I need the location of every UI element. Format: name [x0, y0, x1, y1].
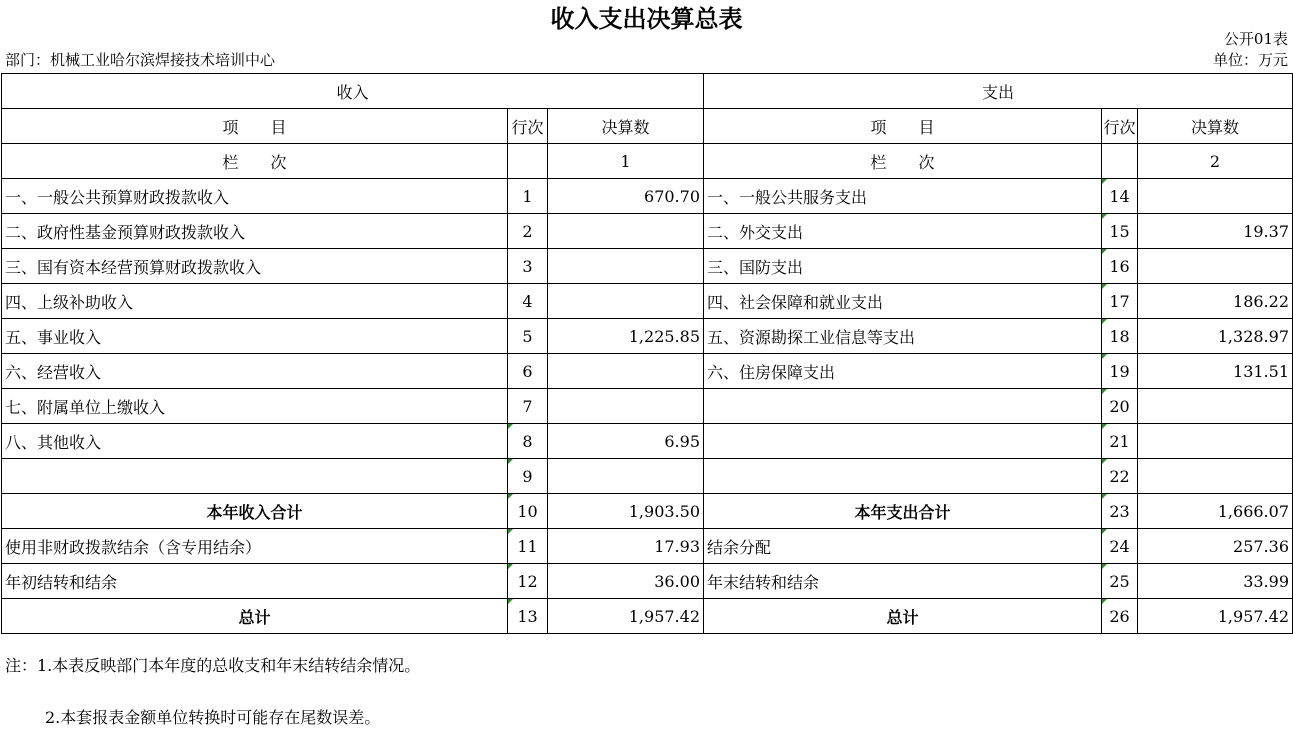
table-row: [2, 564, 1293, 599]
expense-line-cell: 19: [1102, 354, 1138, 389]
income-amount-cell: [548, 354, 704, 389]
footnote-1: 注：1.本表反映部门本年度的总收支和年末结转结余情况。: [5, 656, 421, 675]
income-section-header: 收入: [2, 74, 704, 109]
income-amount-cell: 6.95: [548, 424, 704, 459]
income-amount-cell: [548, 459, 704, 494]
income-line-cell: 13: [508, 599, 548, 634]
expense-index-line: [1102, 144, 1138, 179]
expense-amount-cell: 131.51: [1138, 354, 1293, 389]
income-line-cell: 11: [508, 529, 548, 564]
expense-amount-header: 决算数: [1138, 109, 1293, 144]
income-item-cell: 四、上级补助收入: [2, 284, 508, 319]
expense-amount-cell: [1138, 249, 1293, 284]
income-amount-cell: 1,903.50: [548, 494, 704, 529]
income-index-number: 1: [548, 144, 704, 179]
table-row: [2, 459, 1293, 494]
expense-line-cell: 21: [1102, 424, 1138, 459]
expense-amount-cell: 1,328.97: [1138, 319, 1293, 354]
income-amount-cell: [548, 389, 704, 424]
table-row: [2, 494, 1293, 529]
income-amount-header: 决算数: [548, 109, 704, 144]
income-item-cell: 八、其他收入: [2, 424, 508, 459]
expense-item-cell: 六、住房保障支出: [704, 354, 1102, 389]
table-row: [2, 284, 1293, 319]
income-item-cell: 五、事业收入: [2, 319, 508, 354]
expense-item-cell: 本年支出合计: [704, 494, 1102, 529]
income-line-cell: 7: [508, 389, 548, 424]
income-item-cell: 使用非财政拨款结余（含专用结余）: [2, 529, 508, 564]
income-expense-table: [1, 73, 1293, 634]
expense-item-cell: [704, 424, 1102, 459]
income-amount-cell: [548, 249, 704, 284]
expense-section-header: 支出: [704, 74, 1293, 109]
expense-line-cell: 18: [1102, 319, 1138, 354]
table-row: [2, 319, 1293, 354]
expense-item-cell: 一、一般公共服务支出: [704, 179, 1102, 214]
expense-amount-cell: 19.37: [1138, 214, 1293, 249]
department-label: 部门：机械工业哈尔滨焊接技术培训中心: [5, 51, 276, 69]
income-item-cell: 三、国有资本经营预算财政拨款收入: [2, 249, 508, 284]
income-line-cell: 12: [508, 564, 548, 599]
table-row: [2, 599, 1293, 634]
expense-line-cell: 17: [1102, 284, 1138, 319]
expense-amount-cell: 1,666.07: [1138, 494, 1293, 529]
income-index-line: [508, 144, 548, 179]
column-index-row: [2, 144, 1293, 179]
income-item-cell: [2, 459, 508, 494]
expense-index-number: 2: [1138, 144, 1293, 179]
form-number: 公开01表: [1223, 30, 1288, 48]
table-row: [2, 179, 1293, 214]
income-amount-cell: [548, 214, 704, 249]
expense-amount-cell: [1138, 424, 1293, 459]
income-line-cell: 6: [508, 354, 548, 389]
table-row: [2, 249, 1293, 284]
expense-item-cell: [704, 389, 1102, 424]
expense-item-cell: 三、国防支出: [704, 249, 1102, 284]
column-header-row: [2, 109, 1293, 144]
section-header-row: [2, 74, 1293, 109]
expense-line-cell: 20: [1102, 389, 1138, 424]
expense-item-cell: 总计: [704, 599, 1102, 634]
expense-amount-cell: 186.22: [1138, 284, 1293, 319]
unit-label: 单位：万元: [1212, 51, 1288, 69]
page-title: 收入支出决算总表: [550, 5, 743, 33]
income-line-cell: 1: [508, 179, 548, 214]
expense-line-cell: 24: [1102, 529, 1138, 564]
income-amount-cell: 1,957.42: [548, 599, 704, 634]
income-index-label: 栏 次: [2, 144, 508, 179]
income-line-cell: 8: [508, 424, 548, 459]
expense-item-cell: 年末结转和结余: [704, 564, 1102, 599]
expense-line-cell: 16: [1102, 249, 1138, 284]
expense-line-cell: 25: [1102, 564, 1138, 599]
expense-amount-cell: 257.36: [1138, 529, 1293, 564]
income-item-cell: 总计: [2, 599, 508, 634]
table-row: [2, 354, 1293, 389]
table-row: [2, 214, 1293, 249]
expense-item-cell: 四、社会保障和就业支出: [704, 284, 1102, 319]
expense-line-header: 行次: [1102, 109, 1138, 144]
income-line-cell: 10: [508, 494, 548, 529]
income-amount-cell: [548, 284, 704, 319]
income-amount-cell: 670.70: [548, 179, 704, 214]
expense-amount-cell: 33.99: [1138, 564, 1293, 599]
expense-line-cell: 23: [1102, 494, 1138, 529]
income-item-cell: 七、附属单位上缴收入: [2, 389, 508, 424]
expense-item-cell: [704, 459, 1102, 494]
expense-amount-cell: [1138, 459, 1293, 494]
footnote-2: 2.本套报表金额单位转换时可能存在尾数误差。: [45, 708, 381, 727]
income-line-cell: 2: [508, 214, 548, 249]
income-amount-cell: 36.00: [548, 564, 704, 599]
income-amount-cell: 1,225.85: [548, 319, 704, 354]
expense-amount-cell: 1,957.42: [1138, 599, 1293, 634]
income-line-cell: 4: [508, 284, 548, 319]
expense-line-cell: 26: [1102, 599, 1138, 634]
expense-item-cell: 二、外交支出: [704, 214, 1102, 249]
table-row: [2, 529, 1293, 564]
expense-amount-cell: [1138, 389, 1293, 424]
income-item-header: 项 目: [2, 109, 508, 144]
income-item-cell: 六、经营收入: [2, 354, 508, 389]
income-item-cell: 二、政府性基金预算财政拨款收入: [2, 214, 508, 249]
income-item-cell: 本年收入合计: [2, 494, 508, 529]
expense-item-cell: 结余分配: [704, 529, 1102, 564]
income-line-cell: 3: [508, 249, 548, 284]
income-amount-cell: 17.93: [548, 529, 704, 564]
expense-amount-cell: [1138, 179, 1293, 214]
income-item-cell: 年初结转和结余: [2, 564, 508, 599]
expense-index-label: 栏 次: [704, 144, 1102, 179]
expense-item-cell: 五、资源勘探工业信息等支出: [704, 319, 1102, 354]
expense-line-cell: 22: [1102, 459, 1138, 494]
income-item-cell: 一、一般公共预算财政拨款收入: [2, 179, 508, 214]
table-row: [2, 389, 1293, 424]
expense-item-header: 项 目: [704, 109, 1102, 144]
table-row: [2, 424, 1293, 459]
income-line-cell: 9: [508, 459, 548, 494]
income-line-header: 行次: [508, 109, 548, 144]
income-line-cell: 5: [508, 319, 548, 354]
expense-line-cell: 14: [1102, 179, 1138, 214]
expense-line-cell: 15: [1102, 214, 1138, 249]
